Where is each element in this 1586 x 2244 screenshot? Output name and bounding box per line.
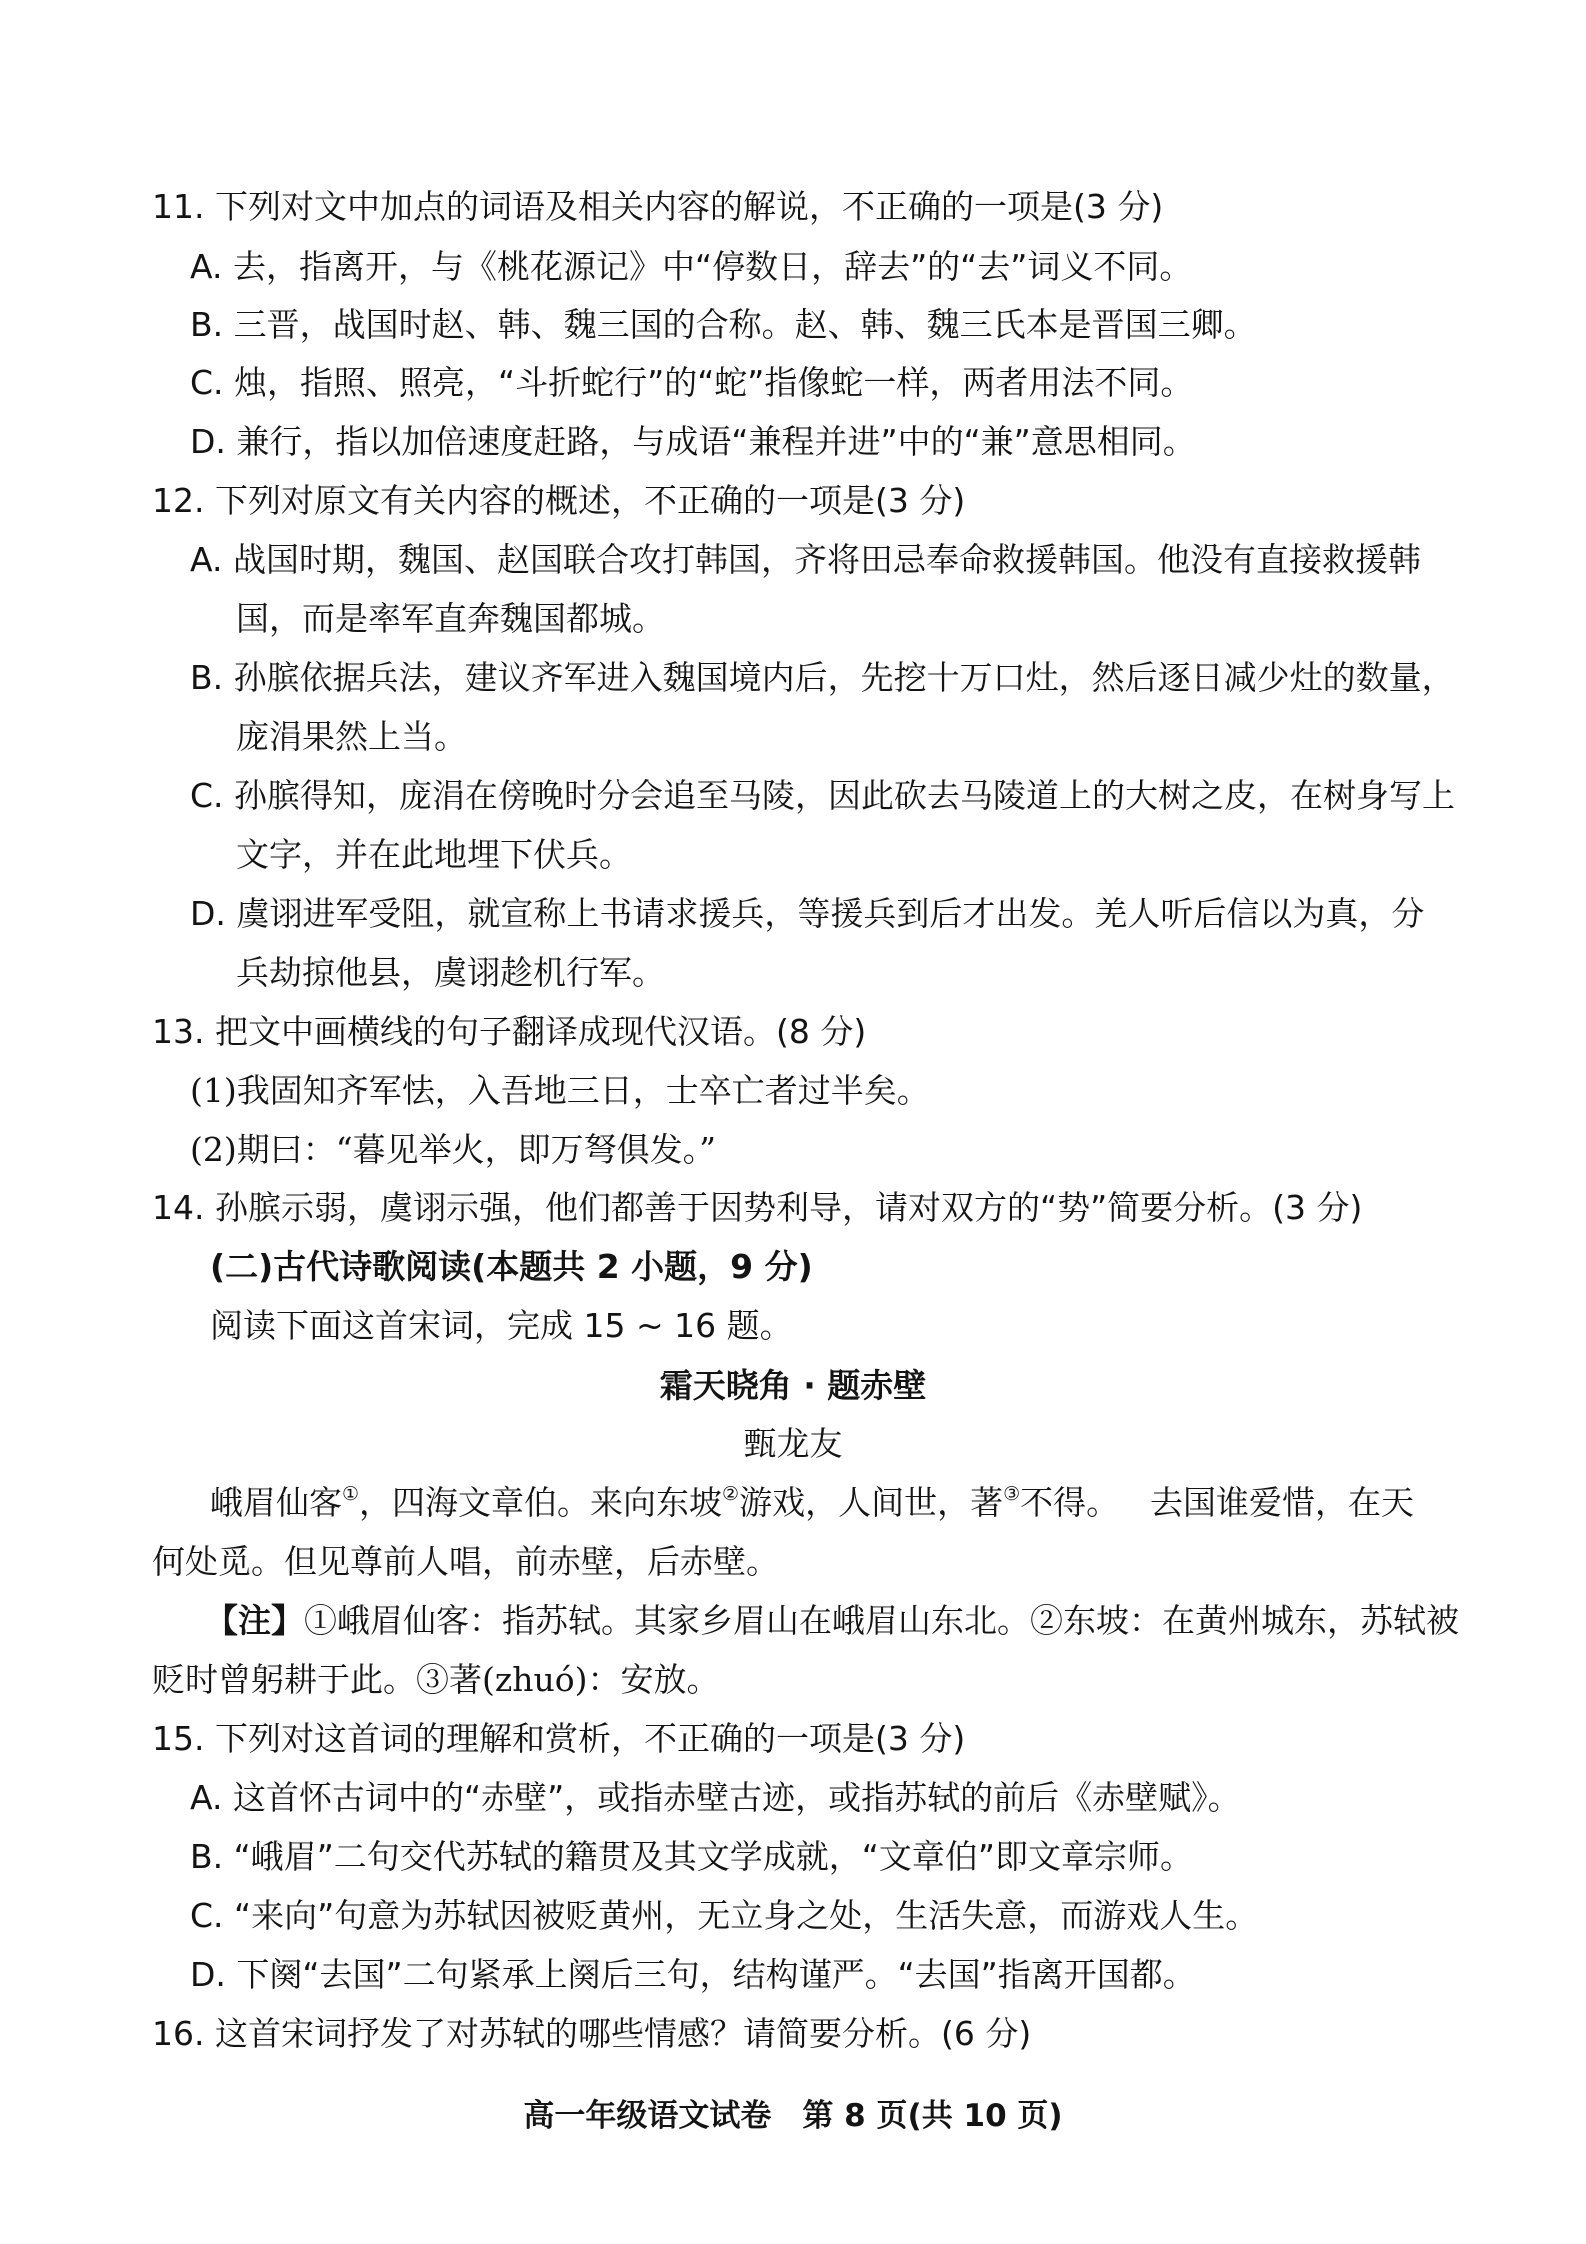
q16-stem: 16. 这首宋词抒发了对苏轼的哪些情感？请简要分析。(6 分)	[152, 2014, 1032, 2053]
q15-option-d: D. 下阕“去国”二句紧承上阕后三句，结构谨严。“去国”指离开国都。	[190, 1955, 1196, 1994]
q12-option-b-line2: 庞涓果然上当。	[236, 717, 467, 756]
poem-line-1	[210, 1481, 1119, 1525]
q15-stem: 15. 下列对这首词的理解和赏析，不正确的一项是(3 分)	[152, 1719, 966, 1758]
q12-option-c-line2: 文字，并在此地埋下伏兵。	[236, 835, 632, 874]
footnote-ref-1: ①	[342, 1483, 360, 1505]
poem-line-1-part-b: ，四海文章伯。来向东坡	[359, 1483, 723, 1522]
q15-option-a: A. 这首怀古词中的“赤壁”，或指赤壁古迹，或指苏轼的前后《赤壁赋》。	[190, 1778, 1241, 1817]
note-label: 【注】	[205, 1601, 304, 1640]
poem-line-2: 何处觅。但见尊前人唱，前赤壁，后赤壁。	[152, 1542, 779, 1581]
q11-stem: 11. 下列对文中加点的词语及相关内容的解说，不正确的一项是(3 分)	[152, 187, 1164, 226]
poem-title: 霜天晓角 · 题赤壁	[659, 1366, 927, 1405]
poem-notes-line-1	[205, 1599, 1459, 1643]
q12-option-a-line1: A. 战国时期，魏国、赵国联合攻打韩国，齐将田忌奉命救援韩国。他没有直接救援韩	[190, 540, 1421, 579]
q12-option-d-line2: 兵劫掠他县，虞诩趁机行军。	[236, 953, 665, 992]
q15-option-c: C. “来向”句意为苏轼因被贬黄州，无立身之处，生活失意，而游戏人生。	[190, 1896, 1259, 1935]
q14-stem: 14. 孙膑示弱，虞诩示强，他们都善于因势利导，请对双方的“势”简要分析。(3 分)	[152, 1188, 1363, 1227]
footnote-ref-2: ②	[722, 1483, 740, 1505]
q11-option-d: D. 兼行，指以加倍速度赶路，与成语“兼程并进”中的“兼”意思相同。	[190, 422, 1196, 461]
note-text-1: ①峨眉仙客：指苏轼。其家乡眉山在峨眉山东北。②东坡：在黄州城东，苏轼被	[304, 1601, 1459, 1640]
footnote-ref-3: ③	[1003, 1483, 1021, 1505]
q12-option-b-line1: B. 孙膑依据兵法，建议齐军进入魏国境内后，先挖十万口灶，然后逐日减少灶的数量，	[190, 658, 1455, 697]
q11-option-a: A. 去，指离开，与《桃花源记》中“停数日，辞去”的“去”词义不同。	[190, 247, 1193, 286]
poem-author: 甄龙友	[743, 1424, 843, 1463]
q12-option-c-line1: C. 孙膑得知，庞涓在傍晚时分会追至马陵，因此砍去马陵道上的大树之皮，在树身写上	[190, 776, 1456, 815]
poem-line-1-part-a: 峨眉仙客	[210, 1483, 342, 1522]
q13-sentence-1: (1)我固知齐军怯，入吾地三日，士卒亡者过半矣。	[190, 1071, 930, 1110]
poem-line-1-part-c: 游戏，人间世，著	[739, 1483, 1004, 1522]
poem-line-1-part-d: 不得。	[1020, 1483, 1120, 1522]
q12-option-d-line1: D. 虞诩进军受阻，就宣称上书请求援兵，等援兵到后才出发。羌人听后信以为真，分	[190, 894, 1425, 933]
q15-option-b: B. “峨眉”二句交代苏轼的籍贯及其文学成就，“文章伯”即文章宗师。	[190, 1837, 1194, 1876]
section-heading: (二)古代诗歌阅读(本题共 2 小题，9 分)	[210, 1247, 813, 1286]
page-footer: 高一年级语文试卷 第 8 页(共 10 页)	[523, 2098, 1063, 2134]
poem-notes-line-2: 贬时曾躬耕于此。③著(zhuó)：安放。	[152, 1660, 720, 1699]
q11-option-c: C. 烛，指照、照亮，“斗折蛇行”的“蛇”指像蛇一样，两者用法不同。	[190, 363, 1194, 402]
section-instruction: 阅读下面这首宋词，完成 15 ~ 16 题。	[210, 1306, 793, 1345]
poem-line-1-part-e: 去国谁爱惜，在天	[1150, 1483, 1414, 1522]
q11-option-b: B. 三晋，战国时赵、韩、魏三国的合称。赵、韩、魏三氏本是晋国三卿。	[190, 305, 1257, 344]
q12-stem: 12. 下列对原文有关内容的概述，不正确的一项是(3 分)	[152, 481, 966, 520]
q13-sentence-2: (2)期曰：“暮见举火，即万弩俱发。”	[190, 1130, 716, 1169]
q12-option-a-line2: 国，而是率军直奔魏国都城。	[236, 599, 665, 638]
q13-stem: 13. 把文中画横线的句子翻译成现代汉语。(8 分)	[152, 1012, 867, 1051]
